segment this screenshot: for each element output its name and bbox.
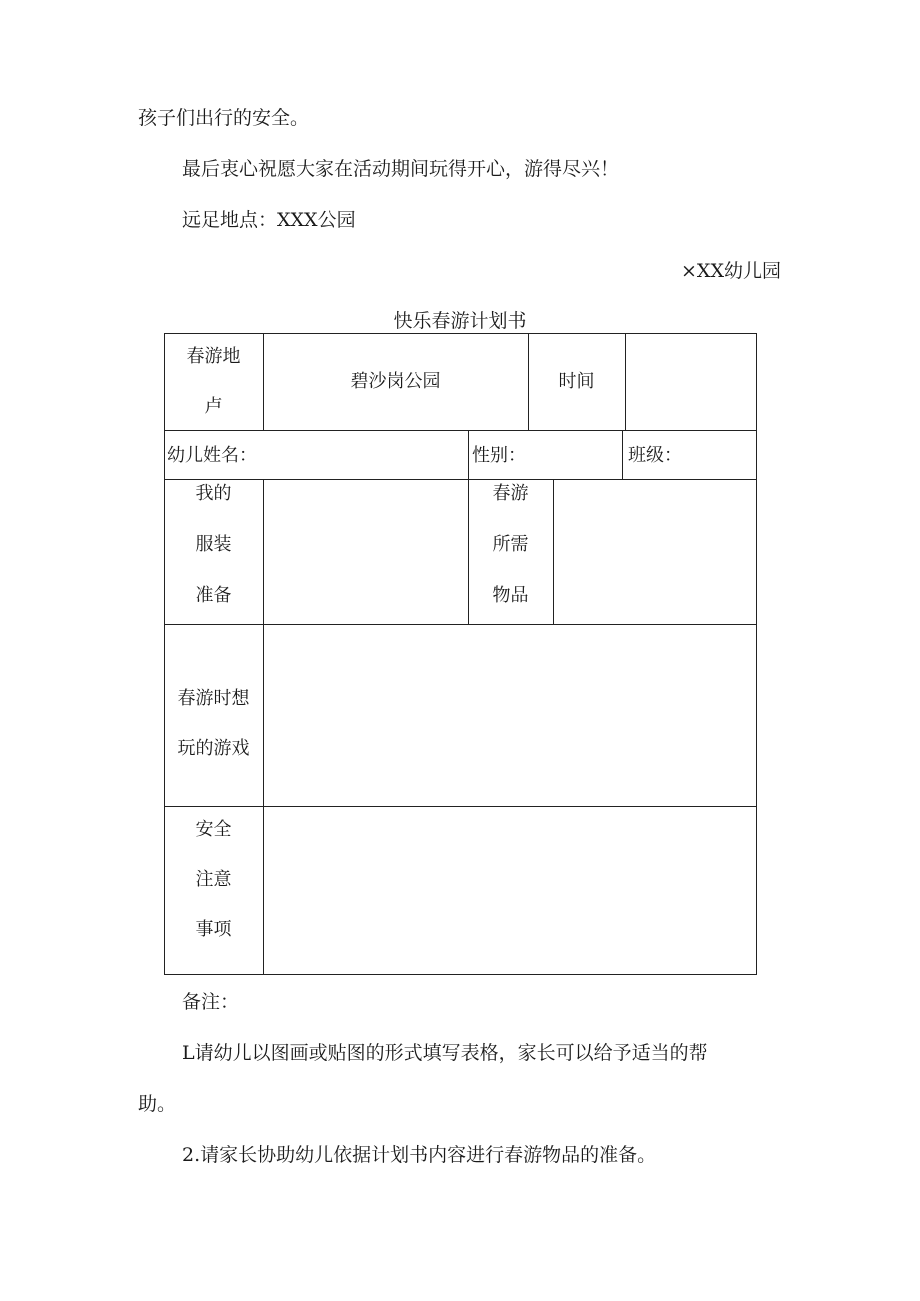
notes-label: 备注： xyxy=(182,991,240,1013)
clothes-label-line-3: 准备 xyxy=(195,585,232,606)
gender-label: 性别： xyxy=(472,445,526,466)
items-label-line-1: 春游 xyxy=(492,483,529,504)
clothes-label-line-1: 我的 xyxy=(195,483,232,504)
games-field[interactable] xyxy=(264,625,756,806)
safety-label-line-2: 注意 xyxy=(195,869,232,890)
games-label-line-2: 玩的游戏 xyxy=(177,738,250,759)
safety-label-line-1: 安全 xyxy=(195,819,232,840)
clothes-label-line-2: 服装 xyxy=(195,534,232,555)
note-1-line-1: L请幼儿以图画或贴图的形式填写表格，家长可以给予适当的帮 xyxy=(182,1042,708,1064)
safety-field[interactable] xyxy=(264,807,756,974)
time-label: 时间 xyxy=(558,371,595,392)
form-title: 快乐春游计划书 xyxy=(393,310,527,332)
row2-col-divider-1 xyxy=(468,430,469,479)
intro-line-3: 远足地点：XXX公园 xyxy=(182,209,356,231)
clothes-field[interactable] xyxy=(264,480,468,624)
place-label-line-1: 春游地 xyxy=(186,346,241,367)
intro-line-1: 孩子们出行的安全。 xyxy=(138,107,310,129)
items-label-line-2: 所需 xyxy=(492,534,529,555)
items-field[interactable] xyxy=(554,480,756,624)
place-value: 碧沙岗公园 xyxy=(350,371,441,392)
row-divider-1 xyxy=(164,430,757,431)
note-2: 2.请家长协助幼儿依据计划书内容进行春游物品的准备。 xyxy=(182,1144,657,1166)
safety-label-line-3: 事项 xyxy=(195,919,232,940)
intro-line-2: 最后衷心祝愿大家在活动期间玩得开心，游得尽兴！ xyxy=(182,158,620,180)
class-label: 班级： xyxy=(628,445,682,466)
games-label-line-1: 春游时想 xyxy=(177,688,250,709)
row2-col-divider-2 xyxy=(622,430,623,479)
note-1-line-2: 助。 xyxy=(138,1093,177,1115)
table-border-bottom xyxy=(164,974,757,975)
time-field[interactable] xyxy=(626,334,756,430)
place-label-line-2: 卢 xyxy=(204,396,223,417)
name-label: 幼儿姓名： xyxy=(167,445,257,466)
signature: ×XX幼儿园 xyxy=(681,260,781,282)
items-label-line-3: 物品 xyxy=(492,585,529,606)
